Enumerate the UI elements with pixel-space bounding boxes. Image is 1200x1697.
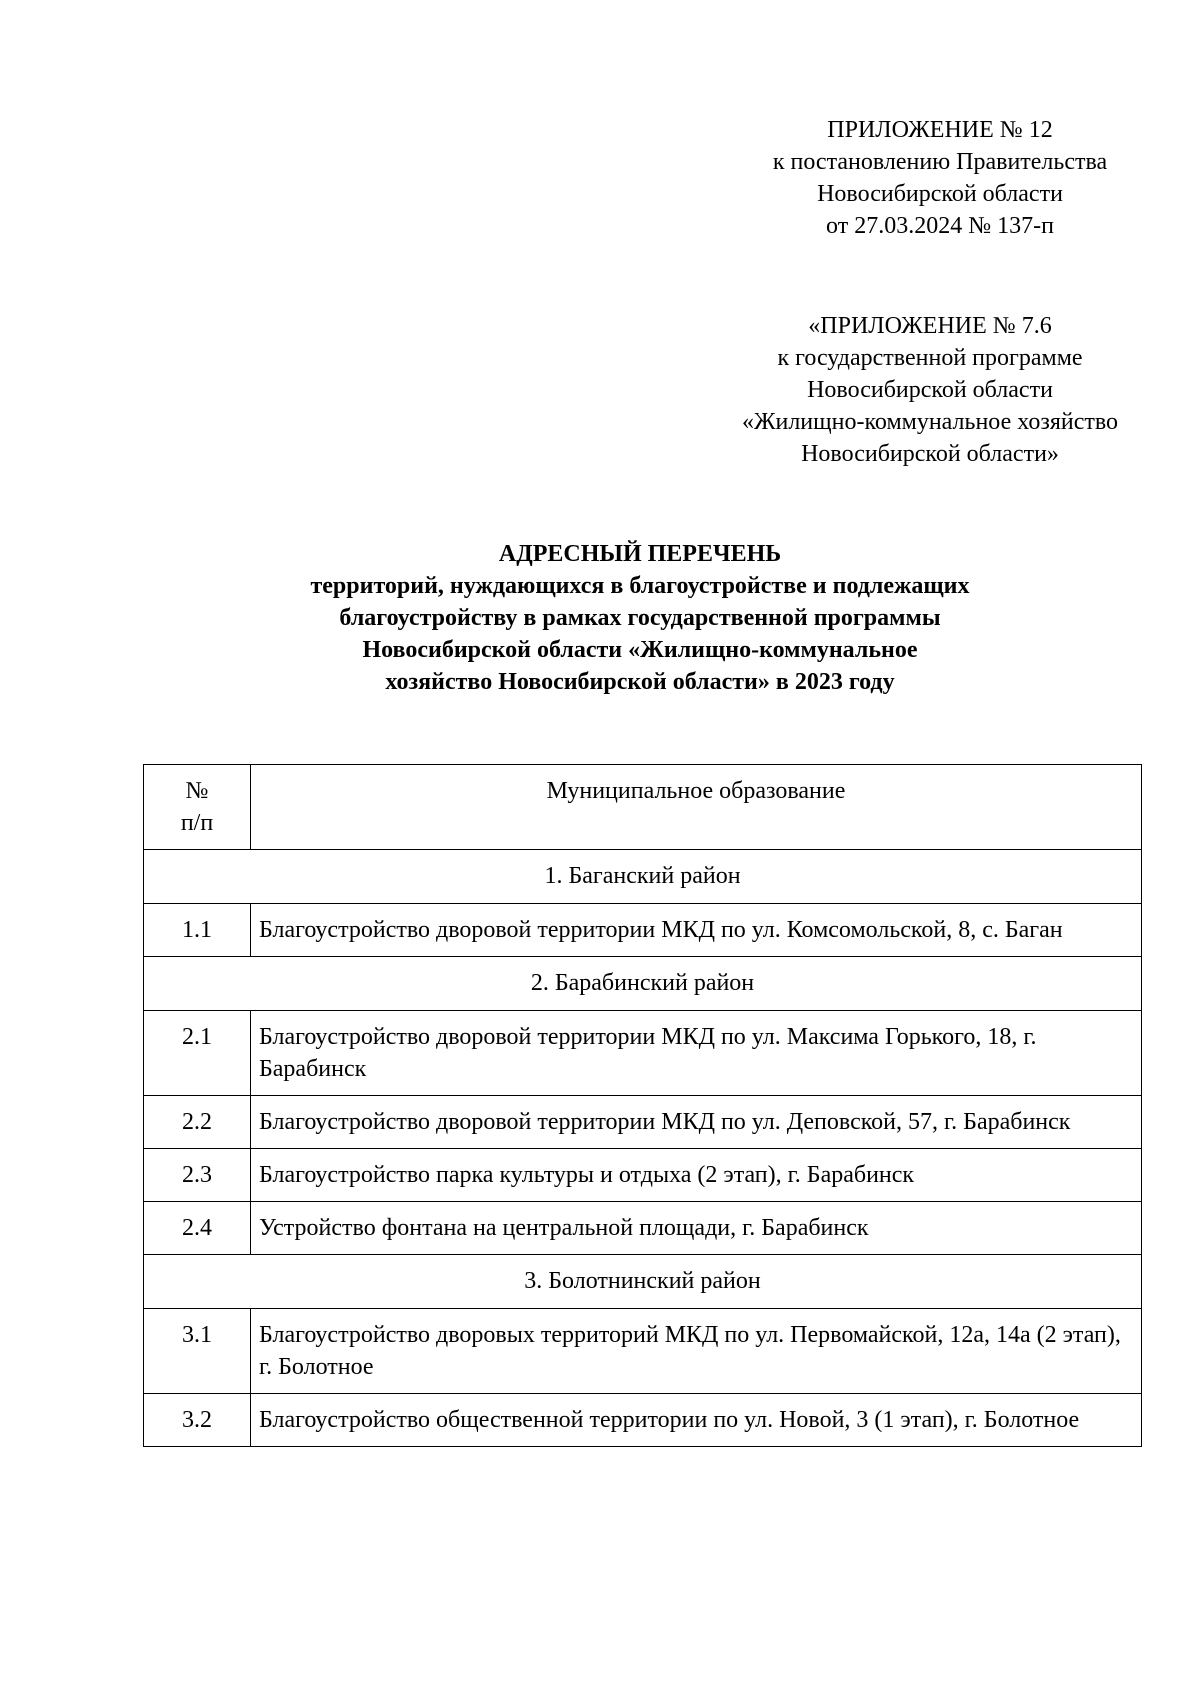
appendix-12-line: Новосибирской области <box>817 181 1063 207</box>
item-description: Благоустройство дворовых территорий МКД по ул. Первомайской, 12а, 14а (2 этап), г. Болотное <box>251 1309 1142 1394</box>
item-description: Благоустройство парка культуры и отдыха (2 этап), г. Барабинск <box>251 1149 1142 1202</box>
item-description: Устройство фонтана на центральной площади, г. Барабинск <box>251 1202 1142 1255</box>
table-row <box>144 1011 1142 1096</box>
item-number: 3.2 <box>144 1394 251 1447</box>
district-title: 1. Баганский район <box>144 850 1142 904</box>
document-subtitle-line: территорий, нуждающихся в благоустройстве и подлежащих <box>310 573 970 599</box>
appendix-12-title: ПРИЛОЖЕНИЕ № 12 <box>827 117 1053 143</box>
district-title: 2. Барабинский район <box>144 957 1142 1011</box>
item-description: Благоустройство дворовой территории МКД по ул. Комсомольской, 8, с. Баган <box>251 904 1142 957</box>
item-number: 2.4 <box>144 1202 251 1255</box>
district-row <box>144 957 1142 1011</box>
document-subtitle-line: благоустройству в рамках государственной программы <box>339 605 941 631</box>
appendix-7-6-line: Новосибирской области <box>807 377 1053 403</box>
table-row <box>144 904 1142 957</box>
document-subtitle-line: Новосибирской области «Жилищно-коммунальное <box>362 637 918 663</box>
table-row <box>144 1394 1142 1447</box>
appendix-12-date: от 27.03.2024 № 137-п <box>826 213 1054 239</box>
table-row <box>144 1202 1142 1255</box>
appendix-12-block <box>740 114 1140 242</box>
appendix-7-6-block <box>680 310 1180 470</box>
item-description: Благоустройство дворовой территории МКД по ул. Максима Горького, 18, г. Барабинск <box>251 1011 1142 1096</box>
item-number: 2.3 <box>144 1149 251 1202</box>
table-row <box>144 1309 1142 1394</box>
table-header-row <box>144 765 1142 850</box>
table-row <box>144 1096 1142 1149</box>
appendix-7-6-line: к государственной программе <box>777 345 1083 371</box>
item-number: 2.1 <box>144 1011 251 1096</box>
appendix-7-6-line: «Жилищно-коммунальное хозяйство <box>741 409 1119 435</box>
appendix-7-6-line: Новосибирской области» <box>801 441 1059 467</box>
district-title: 3. Болотнинский район <box>144 1255 1142 1309</box>
header-number-sign: № <box>185 778 209 804</box>
appendix-12-line: к постановлению Правительства <box>772 149 1108 175</box>
appendix-7-6-title: «ПРИЛОЖЕНИЕ № 7.6 <box>808 313 1052 339</box>
header-name-cell: Муниципальное образование <box>251 765 1142 850</box>
item-number: 3.1 <box>144 1309 251 1394</box>
header-number-abbr: п/п <box>180 810 214 836</box>
header-number-cell <box>144 765 251 850</box>
item-number: 1.1 <box>144 904 251 957</box>
district-row <box>144 1255 1142 1309</box>
item-description: Благоустройство дворовой территории МКД по ул. Деповской, 57, г. Барабинск <box>251 1096 1142 1149</box>
address-list-table <box>143 764 1142 1447</box>
district-row <box>144 850 1142 904</box>
document-title: АДРЕСНЫЙ ПЕРЕЧЕНЬ <box>498 541 782 567</box>
document-heading <box>140 538 1140 698</box>
item-number: 2.2 <box>144 1096 251 1149</box>
document-subtitle-line: хозяйство Новосибирской области» в 2023 году <box>385 669 895 695</box>
table-row <box>144 1149 1142 1202</box>
item-description: Благоустройство общественной территории по ул. Новой, 3 (1 этап), г. Болотное <box>251 1394 1142 1447</box>
